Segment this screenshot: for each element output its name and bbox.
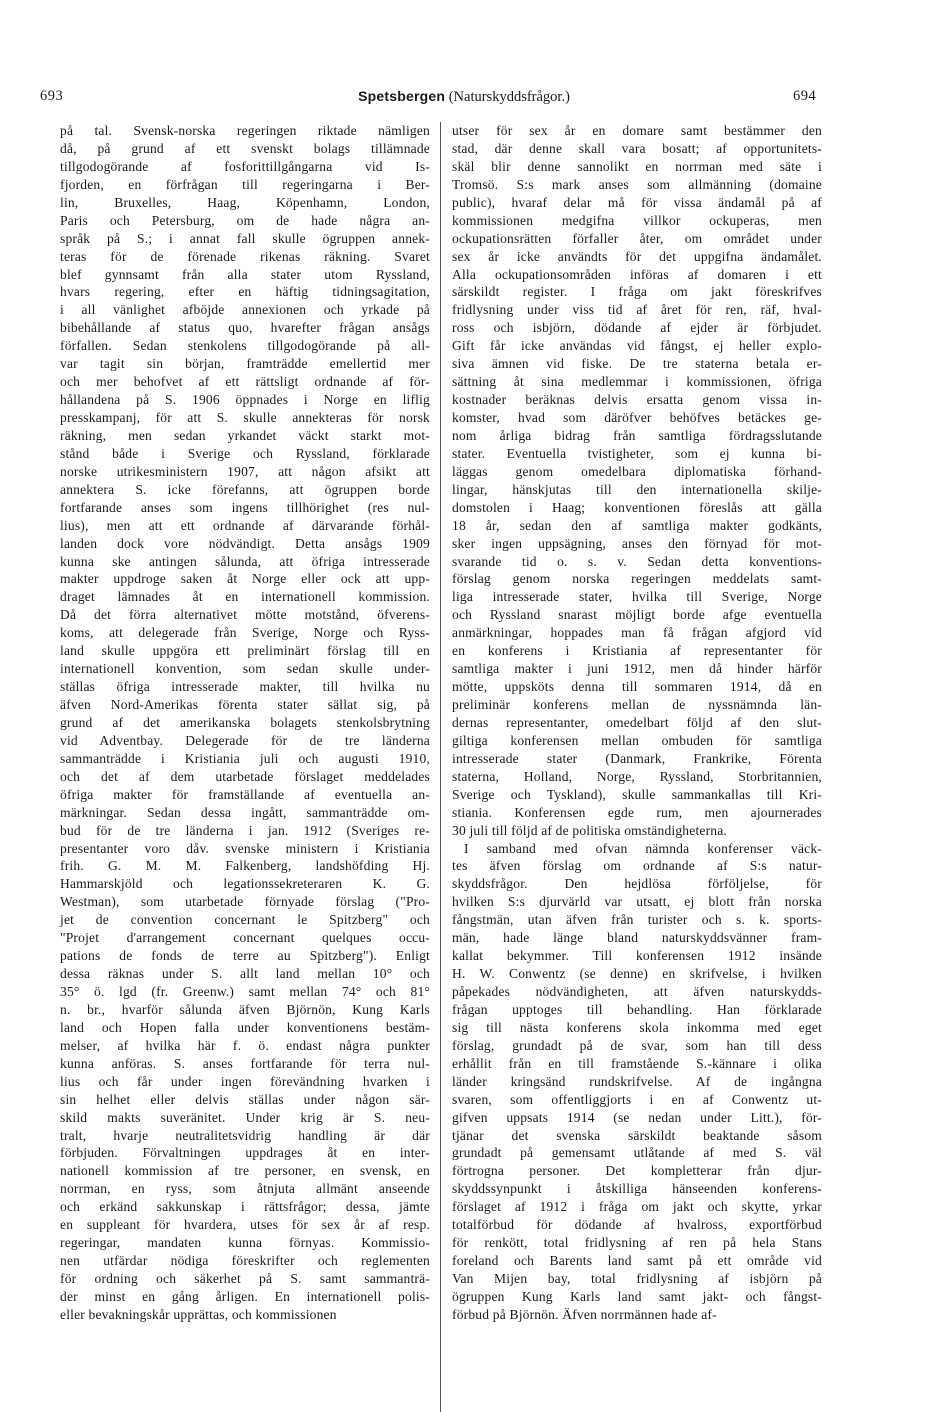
text-line: stånd både i Sverige och Ryssland, förklarade (60, 445, 430, 461)
text-line: läggas genom omedelbara diplomatiska förhand- (452, 463, 822, 479)
text-line: stater. Eventuella tvistigheter, som ej kunna bi- (452, 445, 822, 461)
text-line: intresserade stater (Danmark, Frankrike, Förenta (452, 750, 822, 766)
text-line: lin, Bruxelles, Haag, Köpenhamn, London, (60, 194, 430, 210)
text-line: fortfarande anses som ingens tillhörighet (res nul- (60, 499, 430, 515)
text-line: samtliga makter i juni 1912, men då hinder härför (452, 661, 822, 677)
text-line: land och Hopen falla under konventionens bestäm- (60, 1019, 430, 1035)
text-line: makter uppdroge saken åt Norge eller ock att upp- (60, 571, 430, 587)
text-line: "Projet d'arrangement concernant quelques occu- (60, 930, 430, 946)
text-line: Paris och Petersburg, om de hade några an- (60, 212, 430, 228)
text-line: hållandena på S. 1906 öppnades i Norge en liflig (60, 392, 430, 408)
text-line: teras för de förenade rikenas räkning. Svaret (60, 248, 430, 264)
text-line: och erkänd sakkunskap i rättsfrågor; dessa, jämte (60, 1199, 430, 1215)
text-line: språk på S.; i annat fall skulle ögruppen annek- (60, 230, 430, 246)
text-line: märkningar. Sedan dessa ingått, sammanträdde om- (60, 804, 430, 820)
text-line: förslaget af 1912 i fråga om jakt och skytte, yrkar (452, 1199, 822, 1215)
text-line: påpekades nödvändigheten, att äfven naturskydds- (452, 984, 822, 999)
text-line: utser för sex år en domare samt bestämmer den (452, 123, 822, 138)
text-line: grundadt på gemensamt utlåtande af med S. väl (452, 1145, 822, 1161)
text-line: presentanter voro dåv. svenske ministern i Kristiania (60, 840, 430, 856)
text-line: norrman, en ryss, som åtnjuta allmänt anseende (60, 1181, 430, 1197)
text-line: sin helhet eller delvis ställas under någon sär- (60, 1091, 430, 1107)
text-line: mötte, uppsköts denna till sommaren 1914, då en (452, 679, 822, 695)
text-line: var tagit sin början, framträdde emellertid mer (60, 356, 430, 372)
text-line: vid Adventbay. Delegerade för de tre länderna (60, 732, 430, 748)
text-line: I samband med ofvan nämnda konferenser väck- (464, 840, 822, 856)
text-line: män, hade länge bland naturskyddsvänner fram- (452, 930, 822, 946)
text-line: dernas representanter, omedelbart följd af den slut- (452, 714, 822, 730)
text-line: särskildt register. I fråga om jakt föreskrifves (452, 284, 822, 300)
text-line: blef gynnsamt från alla stater utom Ryssland, (60, 266, 430, 282)
text-line: räkning, men sedan yrkandet väckt starkt mot- (60, 427, 430, 443)
text-line: i all vänlighet afböjde annexionen och yrkade på (60, 302, 430, 318)
text-line: och Ryssland snarast möjligt borde afge eventuella (452, 607, 822, 623)
text-line: Gift får icke användas vid fångst, ej heller explo- (452, 338, 822, 354)
text-line: anmärkningar, hoppades man få frågan afgjord vid (452, 625, 822, 641)
text-line: jet de convention concernant le Spitzberg" och (60, 912, 430, 928)
text-line: internationell konvention, som sedan skulle under- (60, 661, 430, 677)
text-line: tjänar det svenska särskildt beaktande såsom (452, 1127, 822, 1143)
text-line: ögruppen Kung Karls land samt jakt- och fångst- (452, 1288, 822, 1304)
text-line: frih. G. M. M. Falkenberg, landshöfding Hj. (60, 858, 430, 874)
running-header (0, 88, 928, 106)
column-divider (440, 122, 441, 1412)
text-line: fjorden, en förfrågan till regeringarna i Ber- (60, 176, 430, 192)
text-line: tes äfven förslag om ordnande af S:s natur- (452, 858, 822, 874)
text-line: förfallen. Sedan stenkolens tillgodogörande på all- (60, 338, 430, 354)
text-line: äfven Nord-Amerikas förenta stater sällat sig, på (60, 697, 430, 712)
text-line: preliminär konferens mellan de nyssnämnda län- (452, 697, 822, 712)
text-line: komster, hvad som däröfver behöfves betäckes ge- (452, 410, 822, 425)
text-line: öfriga makter för framställande af eventuella an- (60, 786, 430, 802)
text-line: n. br., hvarför sålunda äfven Björnön, Kung Karls (60, 1001, 430, 1017)
text-line: ross och isbjörn, dödande af ejder är förbjudet. (452, 320, 822, 336)
text-line: fångstmän, utan äfven från turister och s. k. sports- (452, 912, 822, 928)
text-line: kallat bekymmer. Till konferensen 1912 insände (452, 948, 822, 964)
text-line: och mer behofvet af ett rättsligt ordnande af för- (60, 374, 430, 390)
header-subtitle: (Naturskyddsfrågor.) (448, 89, 570, 105)
text-line: ockupationsrätten förfaller åter, om området under (452, 230, 822, 246)
text-line: förtrogna personer. Det kompletterar från djur- (452, 1163, 822, 1179)
text-line: kommissionen medgifna villkor ockuperas, men (452, 212, 822, 228)
text-line: presskampanj, för att S. skulle annekteras för norsk (60, 410, 430, 425)
text-line: 18 år, sedan den af samtliga makter godkänts, (452, 517, 822, 533)
text-line: förslag, grundadt på de svar, som han till dess (452, 1037, 822, 1053)
left-text-column (60, 122, 430, 1324)
text-line: bibehållande af status quo, hvarefter frågan ansågs (60, 320, 430, 336)
text-line: frågan upptoges till behandling. Han förklarade (452, 1001, 822, 1017)
text-line: sättning åt sina medlemmar i kommissionen, öfriga (452, 374, 822, 390)
text-line: kunna anföras. S. anses fortfarande för terra nul- (60, 1055, 430, 1071)
header-title: Spetsbergen (358, 88, 446, 104)
text-line: lingar, hänskjutas till den internationella skilje- (452, 481, 822, 497)
right-text-column (452, 122, 822, 1324)
text-line: länder kringsänd rundskrifvelse. Af de ingångna (452, 1073, 822, 1089)
text-line: draget lämnades åt en internationell kommission. (60, 589, 430, 605)
text-line: svarande tid o. s. v. Sedan detta konventions- (452, 553, 822, 569)
text-line: Sverige och Tyskland), skulle sammankallas till Kri- (452, 786, 822, 802)
text-line: land skulle uppgöra ett preliminärt förslag till en (60, 643, 430, 659)
text-line: domstolen i Haag; konventionen föreslås att gälla (452, 499, 822, 515)
text-line: stad, där denne skall vara bosatt; af opportunitets- (452, 140, 822, 156)
text-line: hvilken S:s djurvärld var utsatt, ej blott från norska (452, 894, 822, 910)
text-line: en suppleant för hvardera, utses för sex år af resp. (60, 1217, 430, 1233)
text-line: siva ämnen vid fiske. De tre staterna betala er- (452, 356, 822, 372)
text-line: nen utfärdar nödiga föreskrifter och reglementen (60, 1253, 430, 1269)
text-line: der minst en gång årligen. En internationell polis- (60, 1288, 430, 1304)
text-line: Alla ockupationsområden införas af domaren i ett (452, 266, 822, 282)
text-line: norske utrikesministern 1907, att någon afsikt att (60, 463, 430, 479)
text-line: då, på grund af ett svenskt bolags tillämnade (60, 140, 430, 156)
text-line: melser, af hvilka här f. ö. endast några punkter (60, 1037, 430, 1053)
text-line: förslag genom norska regeringen meddelats samt- (452, 571, 822, 587)
text-line: liga intresserade stater, hvilka till Sverige, Norge (452, 589, 822, 605)
text-line: och det af dem utarbetade förslaget meddelades (60, 768, 430, 784)
text-line: koms, att delegerade från Sverige, Norge och Ryss- (60, 625, 430, 641)
text-line: tralt, hvarje neutralitetsvidrig handling är där (60, 1127, 430, 1143)
text-line: dessa räknas under S. allt land mellan 10° och (60, 966, 430, 982)
text-line: eller bevakningskår upprättas, och kommissionen (60, 1306, 337, 1322)
text-line: totalförbud för dödande af hvalross, exportförbud (452, 1217, 822, 1233)
text-line: en konferens i Kristiania af representanter för (452, 643, 822, 659)
text-line: ställas öfriga intresserade makter, till hvilka nu (60, 679, 430, 695)
text-line: gifven uppsats 1914 (se nedan under Litt.), för- (452, 1109, 822, 1125)
text-line: för ordning och säkerhet på S. samt sammanträ- (60, 1271, 430, 1286)
text-line: nom årliga bidrag från samtliga fördragsslutande (452, 427, 822, 443)
text-line: stiania. Konferensen egde rum, men ajournerades (452, 804, 822, 820)
text-line: Då det förra alternativet mötte motstånd, öfverens- (60, 607, 430, 623)
text-line: skyddssynpunkt i åtskilliga hänseenden konferens- (452, 1181, 822, 1197)
text-line: erhållit från en till framstående S.-kännare i olika (452, 1055, 822, 1071)
text-line: 30 juli till följd af de politiska omständigheterna. (452, 822, 727, 838)
text-line: förbud på Björnön. Äfven norrmännen hade af- (452, 1306, 717, 1322)
page-number-left: 693 (40, 88, 64, 104)
text-line: giltiga konferensen mellan ombuden för samtliga (452, 732, 822, 748)
text-line: landen dock vore nödvändigt. Detta ansågs 1909 (60, 535, 430, 551)
text-line: regeringar, mandaten kunna förnyas. Kommissio- (60, 1235, 430, 1251)
text-line: för renkött, total fridlysning af ren på hela Stans (452, 1235, 822, 1251)
text-line: kunna ske antingen sålunda, att öfriga intresserade (60, 553, 430, 569)
text-line: skäl blir denne sannolikt en norrman med säte i (452, 158, 822, 174)
text-line: H. W. Conwentz (se denne) en skrifvelse, i hvilken (452, 966, 822, 982)
text-line: public), hvaraf delar må för vissa ändamål på af (452, 194, 822, 210)
text-line: tillgodogörande af fosforittillgångarna vid Is- (60, 158, 430, 174)
text-line: Westman), som utarbetade förnyade förslag ("Pro- (60, 894, 430, 910)
text-line: annektera S. icke förefanns, att ögruppen borde (60, 481, 430, 497)
text-line: nationell kommission af tre personer, en svensk, en (60, 1163, 430, 1179)
text-line: sig till nästa konferens skola inkomma med eget (452, 1019, 822, 1035)
text-line: 35° ö. lgd (fr. Greenw.) samt mellan 74° och 81° (60, 984, 430, 999)
text-line: Tromsö. S:s mark anses som allmänning (domaine (452, 176, 822, 192)
text-line: foreland och Barents land samt på ett område vid (452, 1253, 822, 1269)
text-line: lius), men att ett ordnande af därvarande förhål- (60, 517, 430, 533)
text-line: förbjuden. Förvaltningen uppdrages åt en inter- (60, 1145, 430, 1161)
text-line: grund af det amerikanska bolagets stenkolsbrytning (60, 714, 430, 730)
text-line: bud för de tre länderna i jan. 1912 (Sveriges re- (60, 822, 430, 838)
text-line: skyddsfrågor. Den hejdlösa förföljelse, för (452, 876, 822, 892)
text-line: på tal. Svensk-norska regeringen riktade nämligen (60, 123, 430, 138)
text-line: pations de fonds de terre au Spitzberg"). Enligt (60, 948, 430, 964)
text-line: staterna, Holland, Norge, Ryssland, Storbritannien, (452, 768, 822, 784)
text-line: sker ingen uppsägning, anses den förnyad för mot- (452, 535, 822, 551)
text-line: kostnader beräknas delvis ersatta genom vissa in- (452, 392, 822, 408)
text-line: lius och får under ingen förevändning hvarken i (60, 1073, 430, 1089)
text-line: Van Mijen bay, total fridlysning af isbjörn på (452, 1271, 822, 1286)
text-line: Hammarskjöld och legationssekreteraren K. G. (60, 876, 430, 892)
text-line: sex år icke användts för det uppgifna ändamålet. (452, 248, 822, 264)
page-number-right: 694 (793, 88, 817, 104)
text-line: skild makts suveränitet. Under krig är S. neu- (60, 1109, 430, 1125)
text-line: fridlysning under viss tid af året för ren, räf, hval- (452, 302, 822, 318)
text-line: hvars regering, efter en häftig tidningsagitation, (60, 284, 430, 300)
text-line: svaren, som offentliggjorts i en af Conwentz ut- (452, 1091, 822, 1107)
text-line: sammanträdde i Kristiania juli och augusti 1910, (60, 750, 430, 766)
